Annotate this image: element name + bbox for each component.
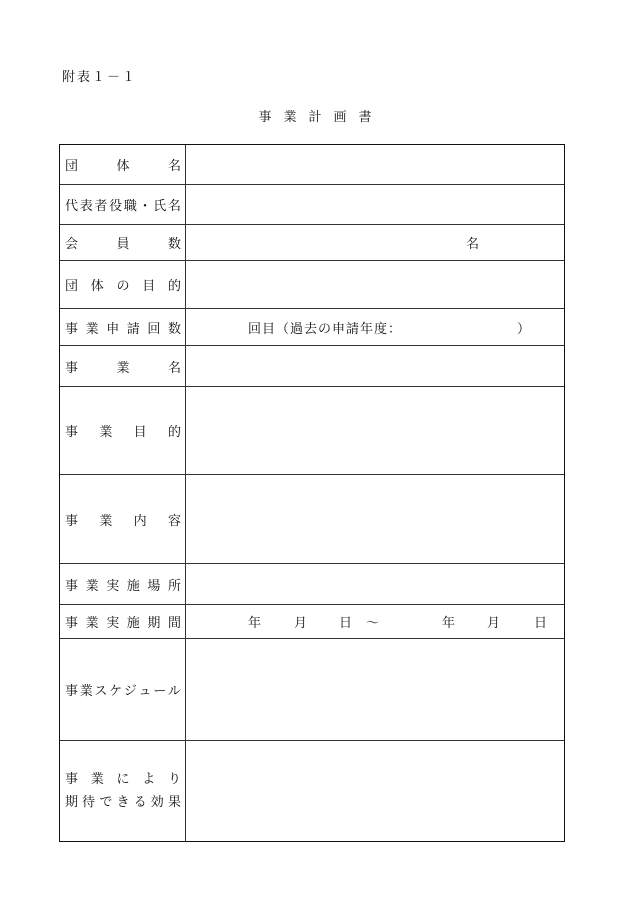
- label-project-period: 事 業 実 施 期 間: [60, 605, 186, 639]
- label-organization-name: 団 体 名: [60, 145, 186, 185]
- document-title: 事業計画書: [258, 110, 384, 125]
- appendix-label: 附表１－１: [62, 70, 138, 85]
- label-organization-purpose: 団 体 の 目 的: [60, 261, 186, 309]
- plan-form-table: [59, 144, 565, 842]
- field-project-location[interactable]: [186, 564, 564, 605]
- field-project-content[interactable]: [186, 475, 564, 564]
- label-representative: 代 表 者 役 職 ・ 氏 名: [60, 185, 186, 225]
- field-organization-purpose[interactable]: [186, 261, 564, 309]
- field-organization-name[interactable]: [186, 145, 564, 185]
- period-tilde: ～: [366, 616, 380, 631]
- period-start-day: 日: [339, 616, 353, 631]
- member-count-unit: 名: [466, 237, 480, 252]
- period-start-year: 年: [248, 616, 262, 631]
- application-count-close: ）: [517, 321, 531, 337]
- field-project-purpose[interactable]: [186, 387, 564, 475]
- expected-effects-line-2: 期 待 で き る 効 果: [65, 795, 181, 810]
- label-project-name: 事 業 名: [60, 346, 186, 387]
- label-project-schedule: 事 業 ス ケ ジ ュ ー ル: [60, 639, 186, 741]
- field-project-name[interactable]: [186, 346, 564, 387]
- field-member-count[interactable]: [186, 225, 564, 261]
- label-project-purpose: 事 業 目 的: [60, 387, 186, 475]
- field-project-schedule[interactable]: [186, 639, 564, 741]
- label-member-count: 会 員 数: [60, 225, 186, 261]
- expected-effects-line-1: 事 業 に よ り: [65, 772, 181, 787]
- period-start-month: 月: [294, 616, 308, 631]
- label-project-location: 事 業 実 施 場 所: [60, 564, 186, 605]
- period-end-month: 月: [487, 616, 501, 631]
- period-end-day: 日: [534, 616, 548, 631]
- field-project-period[interactable]: [186, 605, 564, 639]
- label-application-count: 事 業 申 請 回 数: [60, 309, 186, 346]
- field-expected-effects[interactable]: [186, 741, 564, 841]
- label-project-content: 事 業 内 容: [60, 475, 186, 564]
- label-expected-effects: [60, 741, 186, 841]
- application-count-text: 回目（過去の申請年度：: [248, 321, 403, 337]
- field-application-count[interactable]: [186, 309, 564, 346]
- period-end-year: 年: [442, 616, 456, 631]
- field-representative[interactable]: [186, 185, 564, 225]
